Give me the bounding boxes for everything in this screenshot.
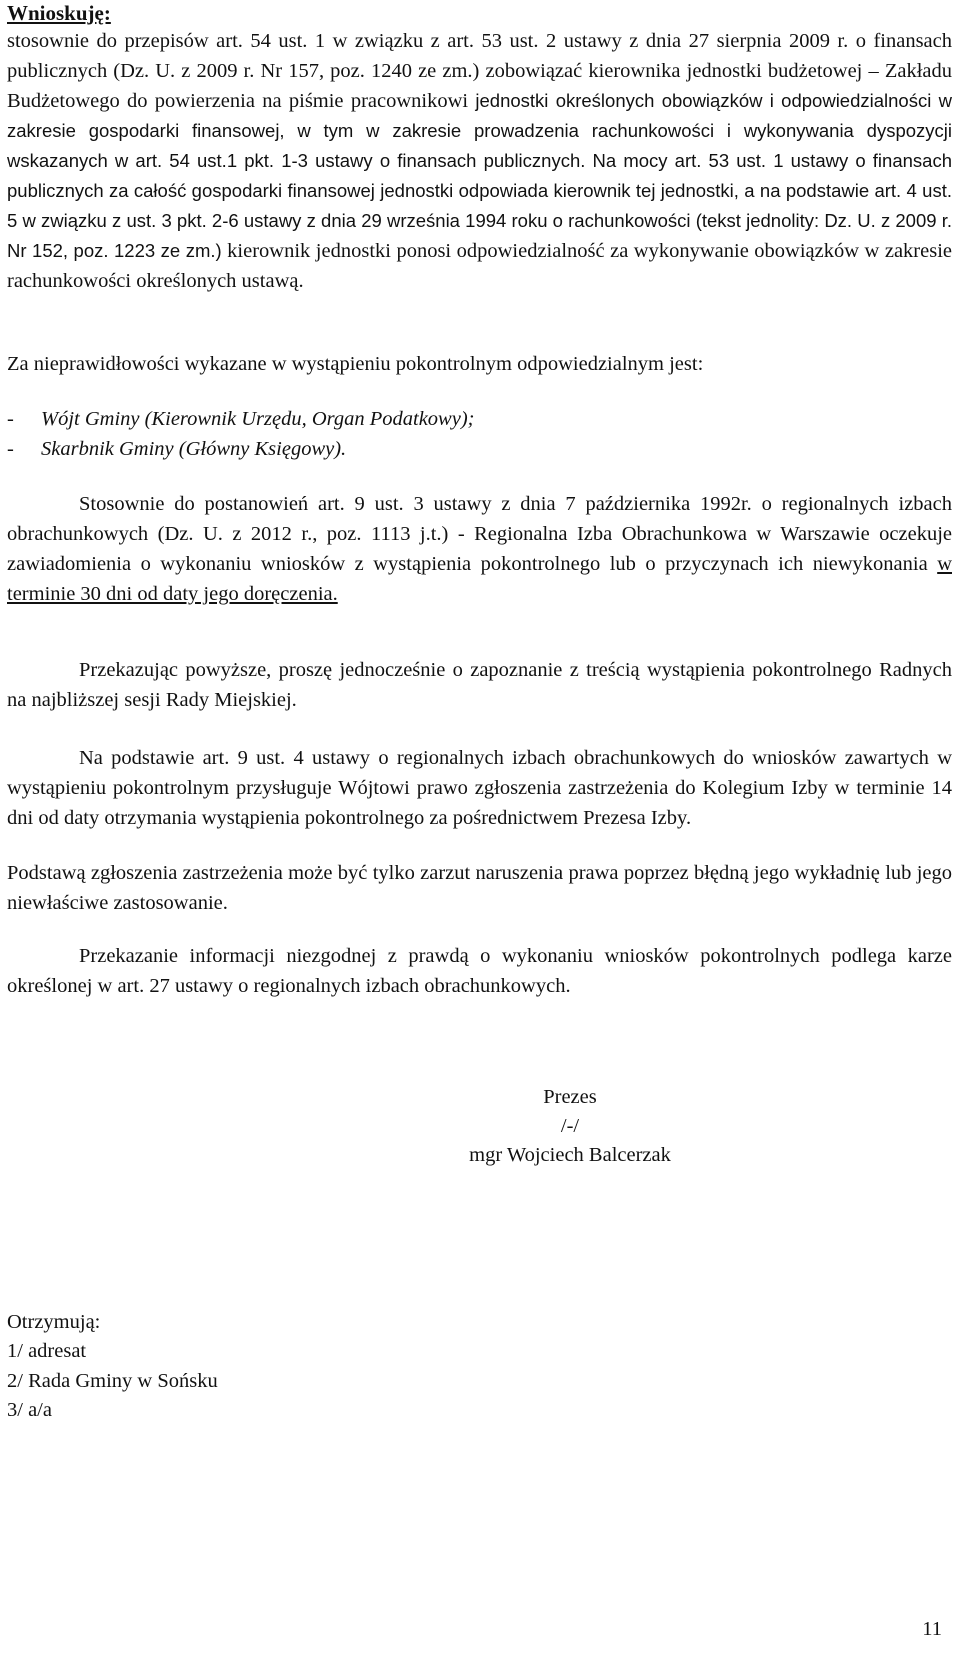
paragraph-penalty: Przekazanie informacji niezgodnej z prawdą o wykonaniu wniosków pokontrolnych podlega karze określonej w art. 27 ustawy o regionalnych izbach obrachunkowych. bbox=[7, 945, 952, 997]
signature-title: Prezes bbox=[543, 1086, 597, 1108]
page-number: 11 bbox=[922, 1618, 942, 1640]
recipient-item: 1/ adresat bbox=[7, 1340, 87, 1362]
responsible-intro: Za nieprawidłowości wykazane w wystąpieniu pokontrolnym odpowiedzialnym jest: bbox=[7, 353, 704, 375]
paragraph-obligation bbox=[7, 26, 952, 296]
paragraph-obligation-part2: jednostki określonych obowiązków i odpowiedzialności w zakresie gospodarki finansowej, w tym w zakresie prowadzenia rachunkowości i wykonywania dyspozycji wskazanych w art. 54 ust.1 pkt. 1-3 ustawy o finansach publicznych. Na mocy art. 53 ust. 1 ustawy o finansach publicznych za całość gospodarki finansowej jednostki odpowiada kierownik tej jednostki, a na podstawie art. 4 ust. 5 w związku z ust. 3 pkt. 2-6 ustawy z dnia 29 września 1994 roku o rachunkowości (tekst jednolity: Dz. U. z 2009 r. Nr 152, poz. 1223 ze zm.) bbox=[7, 90, 952, 261]
responsible-item-text: Wójt Gminy (Kierownik Urzędu, Organ Podatkowy); bbox=[41, 408, 475, 430]
recipient-item: 3/ a/a bbox=[7, 1399, 52, 1421]
signature-name: mgr Wojciech Balcerzak bbox=[469, 1144, 671, 1166]
deadline-underlined: w terminie 30 dni od daty jego doręczenia. bbox=[7, 553, 952, 605]
section-heading: Wnioskuję: bbox=[7, 1, 111, 25]
recipients-label: Otrzymują: bbox=[7, 1311, 101, 1333]
paragraph-objection-basis: Podstawą zgłoszenia zastrzeżenia może być tylko zarzut naruszenia prawa poprzez błędną jego wykładnię lub jego niewłaściwe zastosowanie. bbox=[7, 862, 952, 914]
recipient-item: 2/ Rada Gminy w Sońsku bbox=[7, 1370, 218, 1392]
paragraph-obligation-part1: stosownie do przepisów art. 54 ust. 1 w związku z art. 53 ust. 2 ustawy z dnia 27 sierpnia 2009 r. o finansach publicznych (Dz. U. z 2009 r. Nr 157, poz. 1240 ze zm.) zobowiązać kierownika jednostki budżetowej – Zakładu Budżetowego do powierzenia na piśmie pracownikowi bbox=[7, 30, 952, 112]
list-dash: - bbox=[7, 408, 14, 430]
paragraph-objection: Na podstawie art. 9 ust. 4 ustawy o regionalnych izbach obrachunkowych do wniosków zawartych w wystąpieniu pokontrolnym przysługuje Wójtowi prawo zgłoszenia zastrzeżenia do Kolegium Izby w terminie 14 dni od daty otrzymania wystąpienia pokontrolnego za pośrednictwem Prezesa Izby. bbox=[7, 747, 952, 829]
paragraph-obligation-part3: kierownik jednostki ponosi odpowiedzialność za wykonywanie obowiązków w zakresie rachunkowości określonych ustawą. bbox=[7, 240, 952, 292]
signature-mark: /-/ bbox=[560, 1115, 580, 1137]
paragraph-deadline bbox=[7, 489, 952, 609]
paragraph-deadline-text: Stosownie do postanowień art. 9 ust. 3 ustawy z dnia 7 października 1992r. o regionalnych izbach obrachunkowych (Dz. U. z 2012 r., poz. 1113 j.t.) - Regionalna Izba Obrachunkowa w Warszawie oczekuje zawiadomienia o wykonaniu wniosków z wystąpienia pokontrolnego lub o przyczynach ich niewykonania bbox=[7, 493, 952, 575]
responsible-item bbox=[7, 434, 346, 464]
responsible-item-text: Skarbnik Gminy (Główny Księgowy). bbox=[41, 438, 347, 460]
responsible-item bbox=[7, 404, 474, 434]
paragraph-council: Przekazując powyższe, proszę jednocześnie o zapoznanie z treścią wystąpienia pokontrolnego Radnych na najbliższej sesji Rady Miejskiej. bbox=[7, 659, 952, 711]
list-dash: - bbox=[7, 438, 14, 460]
